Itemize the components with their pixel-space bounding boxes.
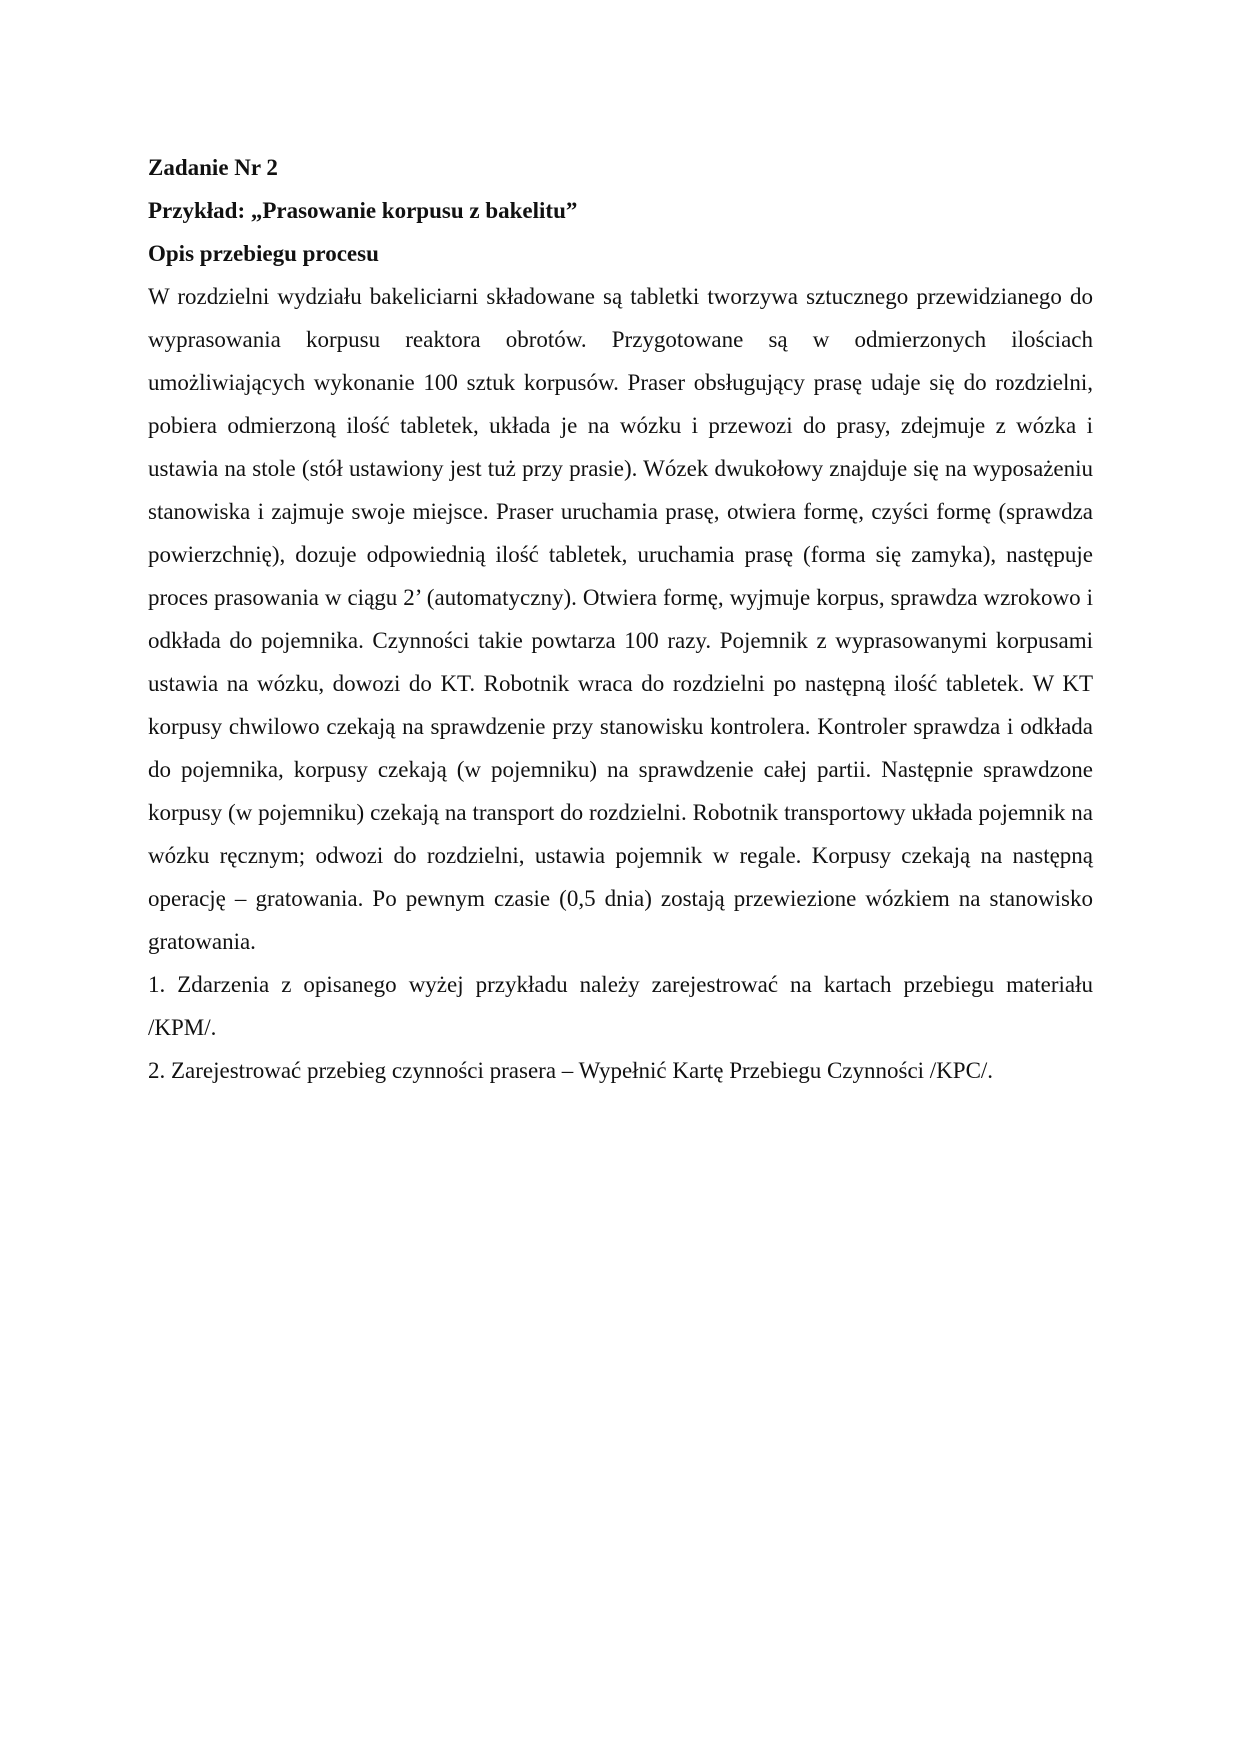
document-page [148,146,1093,1092]
task-title: Zadanie Nr 2 [148,155,278,180]
task-item-1: 1. Zdarzenia z opisanego wyżej przykładu należy zarejestrować na kartach przebiegu materiału /KPM/. [148,972,1093,1040]
process-description: W rozdzielni wydziału bakeliciarni składowane są tabletki tworzywa sztucznego przewidzianego do wyprasowania korpusu reaktora obrotów. Przygotowane są w odmierzonych ilościach umożliwiających wykonanie 100 sztuk korpusów. Praser obsługujący prasę udaje się do rozdzielni, pobiera odmierzoną ilość tabletek, układa je na wózku i przewozi do prasy, zdejmuje z wózka i ustawia na stole (stół ustawiony jest tuż przy prasie). Wózek dwukołowy znajduje się na wyposażeniu stanowiska i zajmuje swoje miejsce. Praser uruchamia prasę, otwiera formę, czyści formę (sprawdza powierzchnię), dozuje odpowiednią ilość tabletek, uruchamia prasę (forma się zamyka), następuje proces prasowania w ciągu 2’ (automatyczny). Otwiera formę, wyjmuje korpus, sprawdza wzrokowo i odkłada do pojemnika. Czynności takie powtarza 100 razy. Pojemnik z wyprasowanymi korpusami ustawia na wózku, dowozi do KT. Robotnik wraca do rozdzielni po następną ilość tabletek. W KT korpusy chwilowo czekają na sprawdzenie przy stanowisku kontrolera. Kontroler sprawdza i odkłada do pojemnika, korpusy czekają (w pojemniku) na sprawdzenie całej partii. Następnie sprawdzone korpusy (w pojemniku) czekają na transport do rozdzielni. Robotnik transportowy układa pojemnik na wózku ręcznym; odwozi do rozdzielni, ustawia pojemnik w regale. Korpusy czekają na następną operację – gratowania. Po pewnym czasie (0,5 dnia) zostają przewiezione wózkiem na stanowisko gratowania. [148,284,1093,954]
task-item-2: 2. Zarejestrować przebieg czynności prasera – Wypełnić Kartę Przebiegu Czynności /KPC/. [148,1058,994,1083]
section-title: Opis przebiegu procesu [148,241,379,266]
example-title: Przykład: „Prasowanie korpusu z bakelitu” [148,198,578,223]
